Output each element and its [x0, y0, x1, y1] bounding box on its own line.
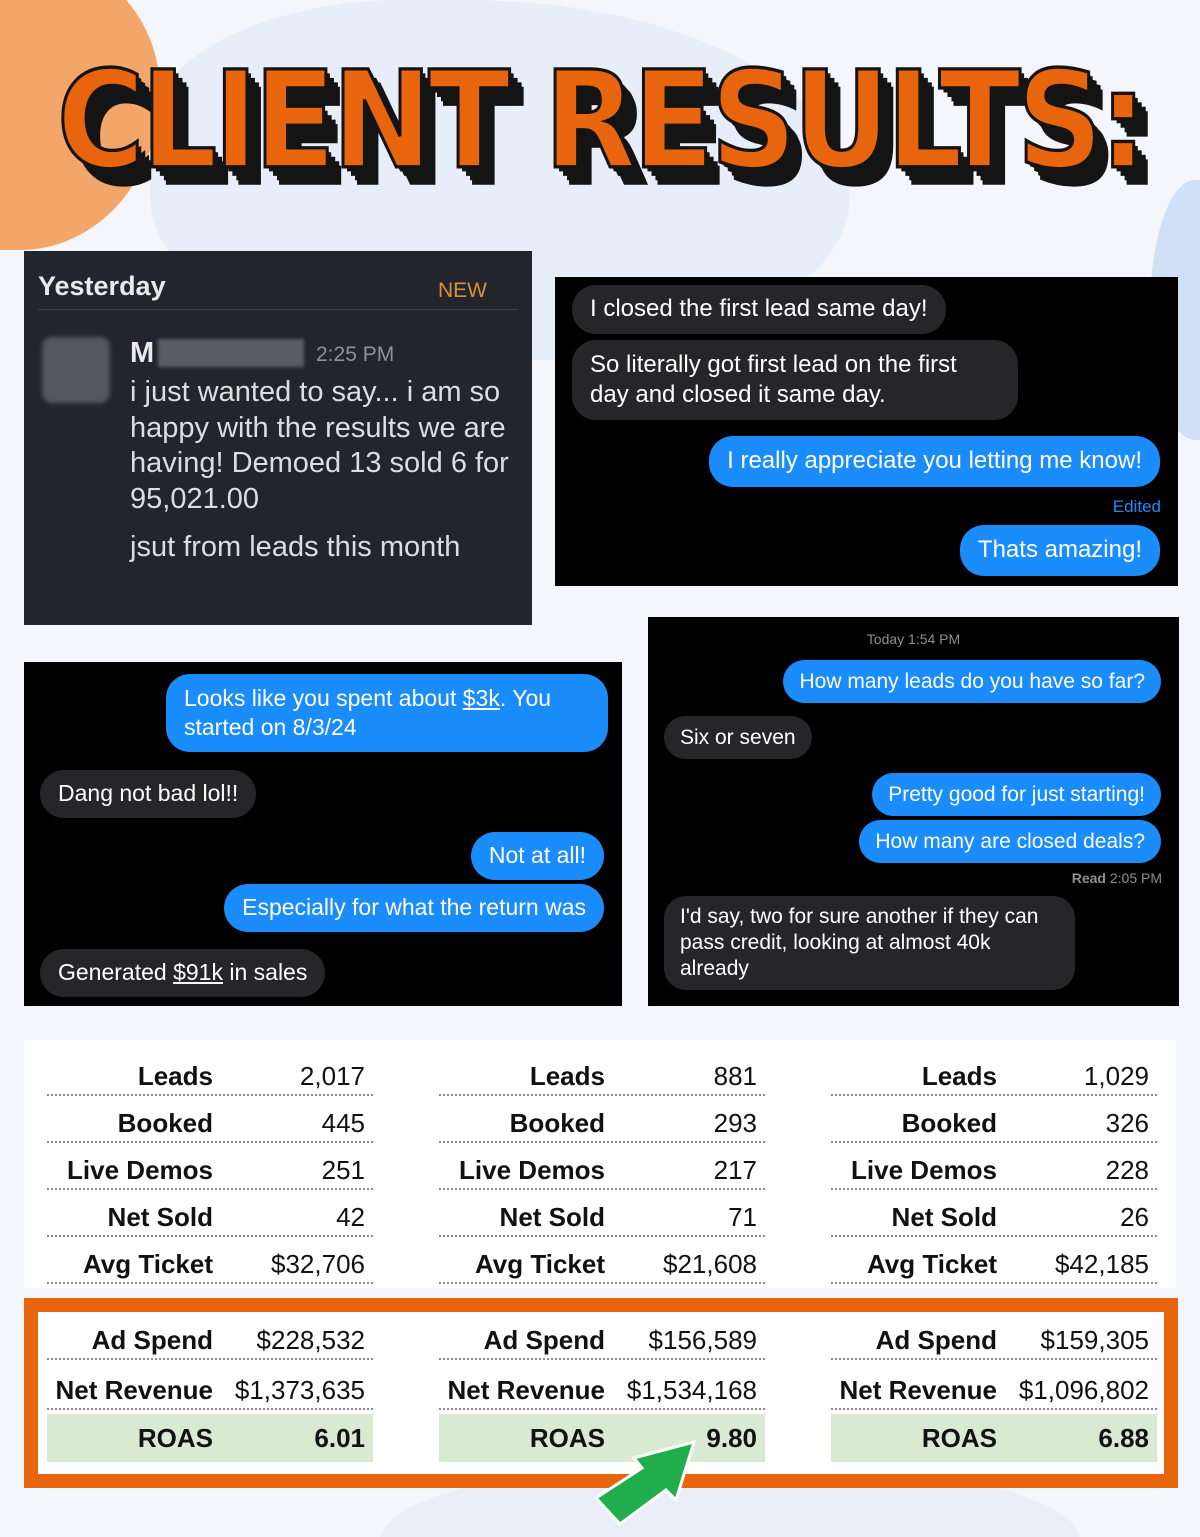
stat-row [831, 1150, 1157, 1190]
stat-label: Ad Spend [91, 1325, 213, 1355]
stat-label: ROAS [529, 1423, 605, 1453]
stat-value: $1,096,802 [1018, 1375, 1149, 1405]
new-badge: NEW [438, 279, 487, 302]
net-revenue-row [47, 1370, 373, 1410]
sender-name: M [130, 337, 155, 369]
chat-panel-3 [648, 617, 1179, 1006]
message-bubble: How many are closed deals? [859, 820, 1161, 863]
divider [38, 309, 518, 310]
stat-row [439, 1244, 765, 1284]
chat-timestamp [648, 631, 1179, 647]
stats-table [24, 1040, 1176, 1288]
message-bubble [40, 949, 325, 997]
stat-label: Live Demos [67, 1155, 213, 1185]
stat-row [831, 1244, 1157, 1284]
notification-time: 2:25 PM [316, 343, 395, 366]
message-bubble: I really appreciate you letting me know! [709, 436, 1160, 487]
stat-row [831, 1103, 1157, 1143]
stat-value: 26 [1120, 1202, 1149, 1232]
stat-label: Avg Ticket [82, 1249, 213, 1279]
stat-value: 445 [321, 1108, 365, 1138]
message-link[interactable]: $3k [462, 685, 500, 711]
stat-value: $21,608 [663, 1249, 757, 1279]
stat-label: ROAS [137, 1423, 213, 1453]
green-arrow-icon [592, 1440, 702, 1530]
net-revenue-row [831, 1370, 1157, 1410]
stat-row [439, 1197, 765, 1237]
stat-label: Ad Spend [875, 1325, 997, 1355]
stat-label: Booked [509, 1108, 605, 1138]
stat-value: 881 [713, 1061, 757, 1091]
stat-value: $42,185 [1055, 1249, 1149, 1279]
message-text: . You [499, 685, 552, 711]
stat-value: 1,029 [1083, 1061, 1149, 1091]
stat-value: 293 [713, 1108, 757, 1138]
timestamp-time: 1:54 PM [908, 631, 961, 647]
stat-label: Net Revenue [55, 1375, 213, 1405]
message-bubble [166, 674, 608, 752]
message-bubble: Thats amazing! [960, 525, 1160, 576]
message-text: Generated [58, 959, 174, 985]
stat-value: 9.80 [706, 1423, 757, 1453]
stat-row [439, 1150, 765, 1190]
stat-row [831, 1197, 1157, 1237]
stat-row [439, 1056, 765, 1096]
message-bubble: How many leads do you have so far? [783, 660, 1161, 703]
message-bubble: I'd say, two for sure another if they can pass credit, looking at almost 40k already [664, 896, 1075, 990]
stat-row [47, 1103, 373, 1143]
stat-value: $156,589 [648, 1325, 757, 1355]
message-bubble: Not at all! [471, 832, 604, 880]
stat-value: 251 [321, 1155, 365, 1185]
stat-value: 228 [1105, 1155, 1149, 1185]
redacted-name [158, 339, 304, 367]
stat-value: 42 [336, 1202, 365, 1232]
roas-row [831, 1414, 1157, 1462]
stat-label: Leads [921, 1061, 997, 1091]
message-bubble: So literally got first lead on the first day and closed it same day. [572, 340, 1018, 420]
message-text: started on 8/3/24 [184, 714, 357, 740]
stat-row [47, 1244, 373, 1284]
stat-value: 2,017 [299, 1061, 365, 1091]
stat-label: Net Sold [891, 1202, 997, 1232]
stat-label: Booked [901, 1108, 997, 1138]
message-bubble: Dang not bad lol!! [40, 770, 256, 818]
stat-label: Net Sold [499, 1202, 605, 1232]
message-bubble: Especially for what the return was [224, 884, 604, 932]
notification-message-line: jsut from leads this month [130, 531, 461, 563]
stat-label: Leads [137, 1061, 213, 1091]
stat-label: Net Revenue [839, 1375, 997, 1405]
stat-label: Booked [117, 1108, 213, 1138]
stat-value: 6.01 [314, 1423, 365, 1453]
avatar [42, 337, 110, 403]
edited-label: Edited [1112, 497, 1161, 516]
stat-label: Live Demos [851, 1155, 997, 1185]
chat-panel-2 [24, 662, 622, 1006]
read-receipt [1072, 870, 1162, 886]
net-revenue-row [439, 1370, 765, 1410]
stat-row [47, 1197, 373, 1237]
message-bubble: Pretty good for just starting! [872, 773, 1161, 816]
roas-row [47, 1414, 373, 1462]
ad-spend-row [831, 1320, 1157, 1360]
ad-spend-row [439, 1320, 765, 1360]
stat-row [439, 1103, 765, 1143]
stat-value: 217 [713, 1155, 757, 1185]
stat-row [47, 1150, 373, 1190]
stat-label: Avg Ticket [474, 1249, 605, 1279]
stat-label: Net Sold [107, 1202, 213, 1232]
read-time: 2:05 PM [1109, 870, 1162, 886]
ad-spend-row [47, 1320, 373, 1360]
stat-value: $32,706 [271, 1249, 365, 1279]
notification-card [24, 251, 532, 625]
notification-message: i just wanted to say... i am so happy with the results we are having! Demoed 13 sold 6 for 95,021.00 [130, 376, 509, 515]
stat-row [831, 1056, 1157, 1096]
message-link[interactable]: $91k [173, 959, 223, 985]
stat-label: Ad Spend [483, 1325, 605, 1355]
stat-label: ROAS [921, 1423, 997, 1453]
page-title: CLIENT RESULTS: [56, 43, 1144, 200]
stat-label: Leads [529, 1061, 605, 1091]
message-text: Looks like you spent about [184, 685, 463, 711]
stat-value: $228,532 [256, 1325, 365, 1355]
stat-label: Avg Ticket [866, 1249, 997, 1279]
stat-row [47, 1056, 373, 1096]
stat-value: 6.88 [1098, 1423, 1149, 1453]
stat-label: Net Revenue [447, 1375, 605, 1405]
stat-value: $1,373,635 [234, 1375, 365, 1405]
message-bubble: I closed the first lead same day! [572, 285, 946, 334]
message-text: in sales [222, 959, 308, 985]
read-label: Read [1071, 870, 1106, 886]
stat-value: $1,534,168 [626, 1375, 757, 1405]
notification-header: Yesterday [38, 271, 166, 301]
chat-panel-1 [555, 277, 1178, 586]
message-bubble: Six or seven [664, 716, 812, 759]
stat-value: 326 [1105, 1108, 1149, 1138]
timestamp-day: Today [866, 631, 905, 647]
stat-value: 71 [728, 1202, 757, 1232]
stat-value: $159,305 [1040, 1325, 1149, 1355]
stat-label: Live Demos [459, 1155, 605, 1185]
